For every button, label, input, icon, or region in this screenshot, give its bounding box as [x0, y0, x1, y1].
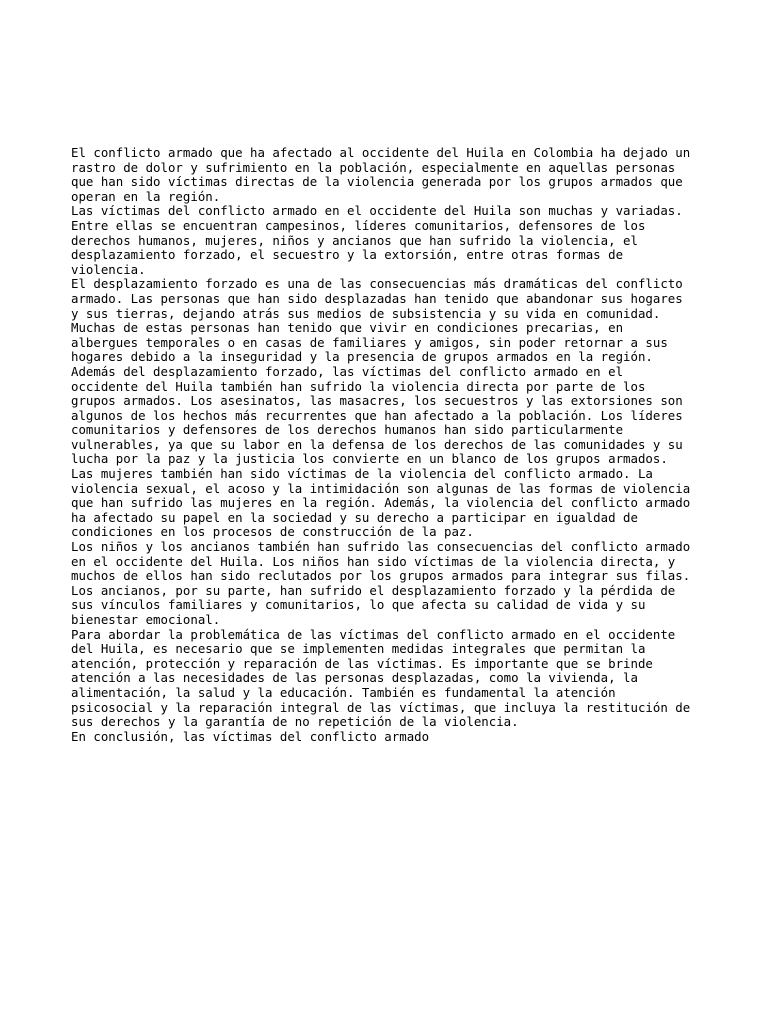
text-line: alimentación, la salud y la educación. También es fundamental la atención: [71, 684, 616, 700]
text-line: armado. Las personas que han sido desplazadas han tenido que abandonar sus hogares: [71, 290, 683, 306]
text-line: violencia.: [71, 261, 146, 277]
text-line: bienestar emocional.: [71, 612, 221, 627]
text-line: Para abordar la problemática de las víctimas del conflicto armado en el occidente: [71, 626, 676, 642]
text-line: El conflicto armado que ha afectado al occidente del Huila en Colombia ha dejado un: [71, 145, 691, 160]
text-line: vulnerables, ya que su labor en la defensa de los derechos de las comunidades y su: [71, 436, 683, 452]
text-line: Los niños y los ancianos también han sufrido las consecuencias del conflicto armado: [71, 539, 691, 555]
text-line: violencia sexual, el acoso y la intimidación son algunas de las formas de violencia: [71, 480, 691, 496]
text-line: y sus tierras, dejando atrás sus medios de subsistencia y su vida en comunidad.: [71, 305, 661, 321]
text-line: operan en la región.: [71, 188, 221, 204]
text-line: muchos de ellos han sido reclutados por los grupos armados para integrar sus filas.: [71, 568, 691, 584]
text-line: que han sido víctimas directas de la violencia generada por los grupos armados que: [71, 174, 683, 190]
text-line: desplazamiento forzado, el secuestro y la extorsión, entre otras formas de: [71, 247, 624, 263]
text-line: derechos humanos, mujeres, niños y ancianos que han sufrido la violencia, el: [71, 232, 638, 248]
text-line: atención a las necesidades de las personas desplazadas, como la vivienda, la: [71, 670, 638, 686]
text-line: albergues temporales o en casas de familiares y amigos, sin poder retornar a sus: [71, 334, 668, 350]
text-line: Las mujeres también han sido víctimas de la violencia del conflicto armado. La: [71, 466, 653, 482]
text-line: hogares debido a la inseguridad y la presencia de grupos armados en la región.: [71, 349, 653, 365]
text-line: ha afectado su papel en la sociedad y su derecho a participar en igualdad de: [71, 509, 638, 525]
text-line: atención, protección y reparación de las víctimas. Es importante que se brinde: [71, 655, 653, 671]
text-line: grupos armados. Los asesinatos, las masacres, los secuestros y las extorsiones son: [71, 393, 683, 409]
text-line: El desplazamiento forzado es una de las consecuencias más dramáticas del conflicto: [71, 276, 683, 292]
text-line: Los ancianos, por su parte, han sufrido el desplazamiento forzado y la pérdida de: [71, 582, 676, 598]
text-line: en el occidente del Huila. Los niños han sido víctimas de la violencia directa, y: [71, 553, 676, 569]
text-line: sus derechos y la garantía de no repetición de la violencia.: [71, 714, 519, 730]
text-line: rastro de dolor y sufrimiento en la población, especialmente en aquellas personas: [71, 159, 676, 175]
text-line: En conclusión, las víctimas del conflicto armado: [71, 728, 430, 744]
text-line: Además del desplazamiento forzado, las víctimas del conflicto armado en el: [71, 363, 624, 379]
text-line: Las víctimas del conflicto armado en el occidente del Huila son muchas y variadas.: [71, 203, 683, 219]
text-line: sus vínculos familiares y comunitarios, lo que afecta su calidad de vida y su: [71, 597, 646, 613]
text-line: psicosocial y la reparación integral de las víctimas, que incluya la restitución de: [71, 699, 691, 715]
text-line: Muchas de estas personas han tenido que vivir en condiciones precarias, en: [71, 320, 624, 336]
text-line: que han sufrido las mujeres en la región. Además, la violencia del conflicto armado: [71, 495, 691, 511]
text-line: lucha por la paz y la justicia los convierte en un blanco de los grupos armados.: [71, 451, 668, 467]
text-line: del Huila, es necesario que se implementen medidas integrales que permitan la: [71, 641, 646, 657]
text-line: comunitarios y defensores de los derechos humanos han sido particularmente: [71, 422, 624, 438]
text-line: Entre ellas se encuentran campesinos, líderes comunitarios, defensores de los: [71, 217, 646, 233]
text-line: algunos de los hechos más recurrentes que han afectado a la población. Los líderes: [71, 407, 683, 423]
text-line: occidente del Huila también han sufrido la violencia directa por parte de los: [71, 378, 646, 394]
document-body: [71, 146, 711, 744]
text-line: condiciones en los procesos de construcción de la paz.: [71, 524, 474, 540]
